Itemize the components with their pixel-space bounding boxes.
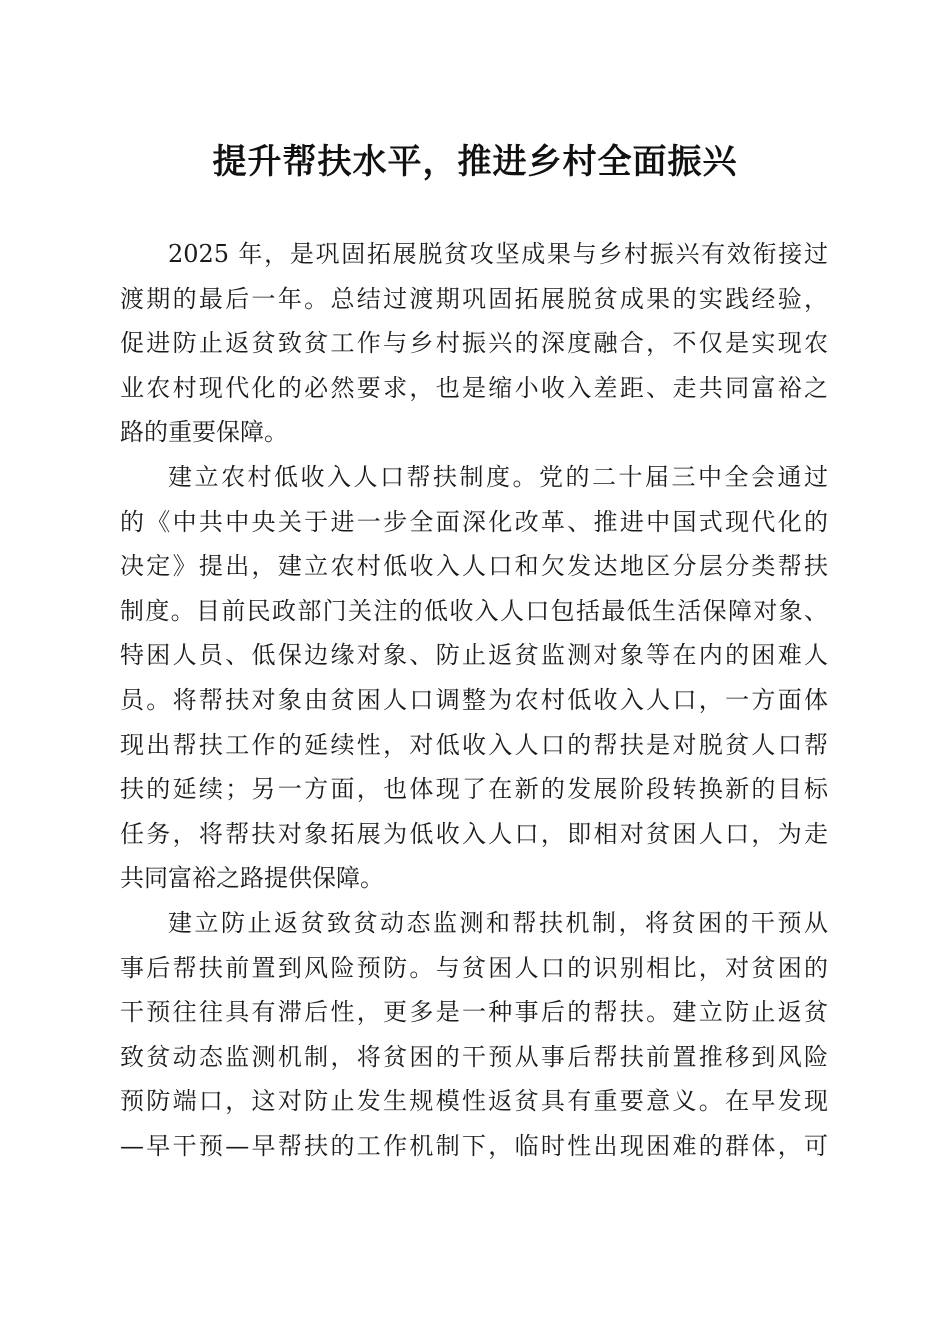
- text-line: 促进防止返贫致贫工作与乡村振兴的深度融合，不仅是实现农: [120, 329, 828, 358]
- text-line: 制度。目前民政部门关注的低收入人口包括最低生活保障对象、: [120, 596, 828, 625]
- document-title: 提升帮扶水平，推进乡村全面振兴: [212, 142, 738, 182]
- text-line: 现出帮扶工作的延续性，对低收入人口的帮扶是对脱贫人口帮: [120, 730, 828, 759]
- text-line: —早干预—早帮扶的工作机制下，临时性出现困难的群体，可: [120, 1131, 828, 1160]
- text-line: 建立农村低收入人口帮扶制度。党的二十届三中全会通过: [168, 462, 828, 491]
- text-line: 渡期的最后一年。总结过渡期巩固拓展脱贫成果的实践经验，: [120, 284, 828, 313]
- text-line: 决定》提出，建立农村低收入人口和欠发达地区分层分类帮扶: [120, 552, 828, 581]
- text-line: 致贫动态监测机制，将贫困的干预从事后帮扶前置推移到风险: [120, 1042, 828, 1071]
- text-line: 共同富裕之路提供保障。: [120, 864, 384, 893]
- text-line: 任务，将帮扶对象拓展为低收入人口，即相对贫困人口，为走: [120, 819, 828, 848]
- text-line: 事后帮扶前置到风险预防。与贫困人口的识别相比，对贫困的: [120, 953, 828, 982]
- text-line: 2025 年，是巩固拓展脱贫攻坚成果与乡村振兴有效衔接过: [168, 240, 828, 268]
- text-line: 特困人员、低保边缘对象、防止返贫监测对象等在内的困难人: [120, 641, 828, 670]
- text-line: 业农村现代化的必然要求，也是缩小收入差距、走共同富裕之: [120, 373, 828, 402]
- text-line: 干预往往具有滞后性，更多是一种事后的帮扶。建立防止返贫: [120, 998, 828, 1027]
- paragraph: [120, 901, 828, 1169]
- paragraph: [120, 455, 828, 901]
- text-line: 扶的延续；另一方面，也体现了在新的发展阶段转换新的目标: [120, 775, 828, 804]
- document-body: [120, 232, 828, 1168]
- paragraph: [120, 232, 828, 455]
- text-line: 的《中共中央关于进一步全面深化改革、推进中国式现代化的: [120, 507, 828, 536]
- text-line: 路的重要保障。: [120, 418, 288, 447]
- text-line: 预防端口，这对防止发生规模性返贫具有重要意义。在早发现: [120, 1087, 828, 1116]
- text-line: 员。将帮扶对象由贫困人口调整为农村低收入人口，一方面体: [120, 685, 828, 714]
- text-line: 建立防止返贫致贫动态监测和帮扶机制，将贫困的干预从: [168, 908, 828, 937]
